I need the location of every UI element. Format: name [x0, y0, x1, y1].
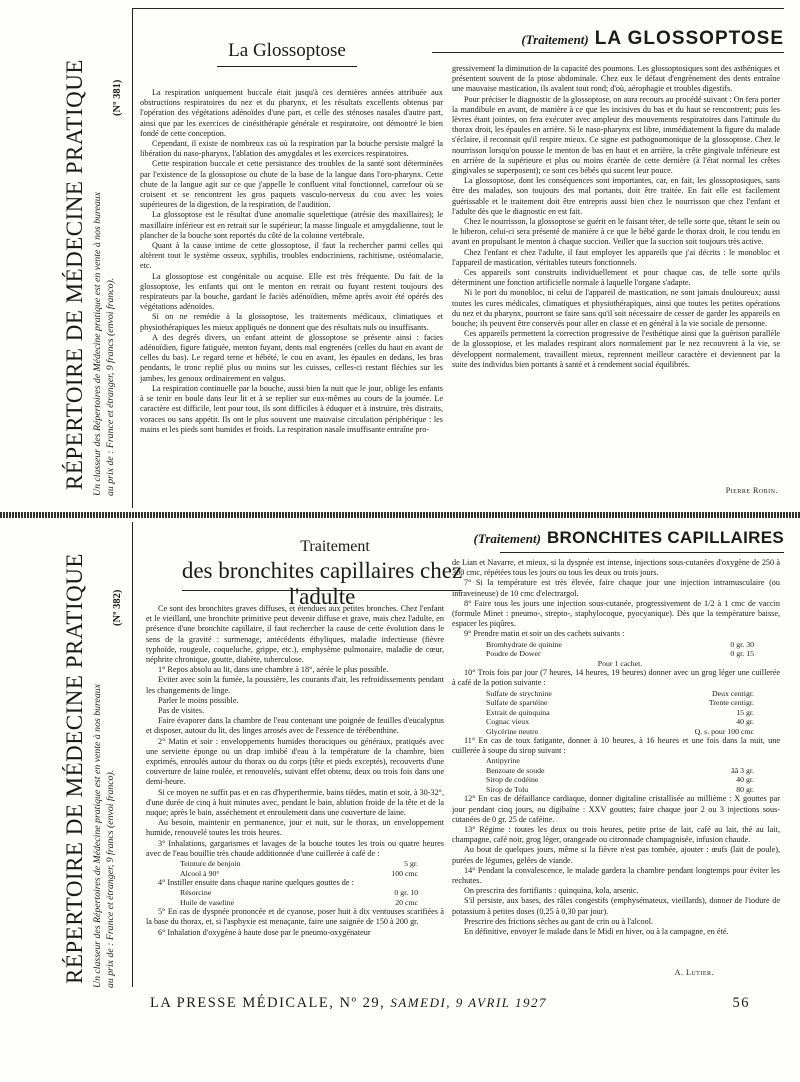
sidebar-subtitle: Un classeur des Répertoires de Médecine pratique est en vente à nos bureaux — [92, 684, 103, 988]
category-header — [521, 28, 784, 50]
paragraph: 11° En cas de toux fatigante, donner à 10 heures, à 16 heures et une fois dans la nuit, une cuillerée à soupe du sirop suivant : — [452, 736, 780, 756]
paragraph: de Lian et Navarre, et mieux, si la dyspnée est intense, injections sous-cutanées d'oxygène de 250 à 300 cmc, répétées tous les jours ou tous les deux ou trois jours. — [452, 558, 780, 578]
formula-line — [452, 727, 780, 737]
sidebar-title: RÉPERTOIRE DE MÉDECINE PRATIQUE — [62, 553, 87, 984]
paragraph: 10° Trois fois par jour (7 heures, 14 heures, 19 heures) donner avec un grog léger une cuillerée à café de la potion suivante : — [452, 668, 780, 688]
paragraph: 4° Instiller ensuite dans chaque narine quelques gouttes de : — [158, 878, 354, 888]
paragraph: 6° Inhalation d'oxygène à haute dose par le pneumo-oxygénateur — [158, 927, 371, 937]
issue-date: SAMEDI, 9 AVRIL 1927 — [390, 995, 548, 1010]
formula-line — [452, 689, 780, 699]
paragraph: Cependant, il existe de nombreux cas où la respiration par la bouche persiste malgré la libération du naso-pharynx, l'ablation des amygdales et les exercices respiratoires. — [140, 139, 443, 159]
paragraph: Ce sont des bronchites graves diffuses, et étendues aux petites bronches. Chez l'enfant et le vieillard, une bronchite primitive peut devenir diffuse et grave, mais chez l'adulte, en présence d'une bronchite capillaire, il faut rechercher la cause de cette évolution dans le sens de la gravité : surmenage, antécédents éthyliques, maladie infectieuse (fièvre typhoïde, rougeole, coqueluche, grippe, etc.), emphysème pulmonaire, maladie de cœur, néphrite chronique, goutte, diabète, tuberculose. — [146, 604, 444, 665]
formula-line — [452, 717, 780, 727]
formula-line — [146, 888, 444, 898]
formula-ingredient: Glycérine neutre — [486, 726, 539, 736]
formula-line — [452, 756, 780, 766]
formula-dose: Deux centigr. — [711, 688, 754, 698]
formula-dose: Q. s. pour 100 cmc — [694, 726, 754, 736]
formula-ingredient: Sirop de Tolu — [486, 784, 529, 794]
paragraph: Si ce moyen ne suffit pas et en cas d'hyperthermie, bains tièdes, matin et soir, à 30-32°, d'une durée de cinq à huit minutes avec, pendant le bain, ablution froide de la tête et de la nuque; après le bain, asséchement et enroulement dans une couverture de laine. — [146, 787, 444, 818]
formula-dose: 0 gr. 30 — [730, 639, 754, 649]
issue-number: Nº 29, — [339, 995, 386, 1011]
paragraph: Faire évaporer dans la chambre de l'eau contenant une poignée de feuilles d'eucalyptus et disposer, autour du lit, des linges arrosés avec de l'essence de térébenthine. — [146, 716, 444, 736]
sidebar — [22, 522, 132, 987]
formula-ingredient: Sulfate de strychnine — [486, 688, 552, 698]
formula-note-text: Pour 1 cachet. — [597, 658, 643, 668]
header-rule — [500, 552, 784, 553]
formula-ingredient: Antipyrine — [486, 756, 520, 766]
sidebar-number: (Nº 382) — [112, 589, 123, 626]
formula-line — [452, 649, 780, 659]
text-column-right — [452, 64, 780, 476]
formula-ingredient: Benzoate de soude — [486, 765, 545, 775]
formula-line — [146, 898, 444, 908]
formula-line — [452, 640, 780, 650]
formula-ingredient: Cognac vieux — [486, 717, 530, 727]
formula-dose: 0 gr. 10 — [394, 888, 418, 898]
formula-dose: 40 gr. — [736, 775, 754, 785]
formula-ingredient: Sulfate de spartéine — [486, 698, 548, 708]
paragraph: Au bout de quelques jours, même si la fièvre n'est pas tombée, ajouter : œufs (lait de poule), purées de légumes, gelées de viande. — [452, 845, 780, 865]
paragraph: 7° Si la température est très élevée, faire chaque jour une injection intramusculaire (ou intraveineuse) de 10 cmc d'electrargol. — [452, 578, 780, 598]
sidebar-title: RÉPERTOIRE DE MÉDECINE PRATIQUE — [62, 59, 87, 490]
paragraph: La respiration continuelle par la bouche, aussi bien la nuit que le jour, oblige les enfants à se tenir en boule dans leur lit et à se replier sur eux-mêmes au cours de la journée. Le caractère est difficile, lent pour tout, ils sont difficiles à éduquer et à instruire, très distraits, voraces ou sans appétit. Ils ont le plus souvent une mauvaise circulation périphérique : les mains et les pieds sont humides et froids. La respiration nasale insuffisante entraîne pro- — [140, 383, 443, 434]
paragraph: Eviter avec soin la fumée, la poussière, les courants d'air, les refroidissements pendant les changements de linge. — [146, 675, 444, 695]
heading-rule — [182, 590, 462, 591]
formula-ingredient: Extrait de quinquina — [486, 707, 550, 717]
paragraph: 8° Faire tous les jours une injection sous-cutanée, progressivement de 1/2 à 1 cmc de vaccin (formule Minet : pneumo-, strepto-, staphylocoque, pyocyanique). Dès que la température baisse, espacer les piqûres. — [452, 598, 780, 629]
paragraph: A des degrés divers, un enfant atteint de glossoptose se présente ainsi : facies adénoïdien, figure fatiguée, menton fuyant, dents mal engrenées (celles du haut en avant de celles du bas). Le regard terne et hébété, le cou en avant, les épaules en dedans, les bras pendants, le tronc replié plus ou moins sur les cuisses, celles-ci restant fléchies sur les jambes, les genoux ordinairement en valgus. — [140, 332, 443, 383]
heading-rule — [217, 66, 357, 67]
frame-line — [132, 522, 133, 987]
journal-name: LA PRESSE MÉDICALE, — [150, 995, 335, 1011]
formula-ingredient: Huile de vaseline — [180, 897, 235, 907]
category-title: BRONCHITES CAPILLAIRES — [546, 528, 784, 547]
formula-line — [452, 766, 780, 776]
formula-ingredient: Teinture de benjoin — [180, 859, 241, 869]
sidebar-subtitle: Un classeur des Répertoires de Médecine pratique est en vente à nos bureaux — [92, 192, 103, 496]
paragraph: La glossoptose est congénitale ou acquise. Elle est très fréquente. Du fait de la glossoptose, les enfants qui ont le menton en retrait ou fuyant restent toujours des respirateurs par la bouche, gardant le faciès adénoïdien, même après avoir été opérés des végétations adénoïdes. — [140, 271, 443, 312]
separator-strip — [0, 512, 800, 518]
frame-line — [132, 8, 133, 508]
formula-dose: 100 cmc — [391, 868, 418, 878]
formula-line — [452, 708, 780, 718]
paragraph: Ni le port du monobloc, ni celui de l'appareil de mastication, ne sont jamais douloureux; aussi toutes les cures médicales, climatiques et physiothérapiques, ainsi que toutes les petites opérations du nez et du pharynx, pourront se faire sans qu'il soit nécessaire de cesser de garder les appareils en bouche; ils peuvent être conservés pour aller en classe et en général à la vie sociale de personne. — [452, 288, 780, 329]
paragraph: Prescrire des frictions sèches au gant de crin ou à l'alcool. — [464, 916, 654, 926]
formula-ingredient: Résorcine — [180, 888, 212, 898]
category-label: (Traitement) — [473, 531, 541, 546]
paragraph: S'il persiste, aux bases, des râles congestifs (emphysémateux, vieillards), donner de l'iodure de potassium à petites doses (0,25 à 0,30 par jour). — [452, 896, 780, 916]
formula-dose: 15 gr. — [736, 707, 754, 717]
sidebar-number: (Nº 381) — [112, 79, 123, 116]
formula-line — [146, 859, 444, 869]
page-number: 56 — [732, 995, 750, 1011]
paragraph: Au besoin, maintenir en permanence, jour et nuit, sur le thorax, un enveloppement humide, renouvelé toutes les trois heures. — [146, 818, 444, 838]
paragraph: 1° Repos absolu au lit, dans une chambre à 18°, aérée le plus possible. — [158, 665, 389, 675]
paragraph: 13° Régime : toutes les deux ou trois heures, petite prise de lait, café au lait, thé au lait, champagne, café noir, grog léger, orangeade ou citronnade champagnisée, infusion chaude. — [452, 825, 780, 845]
formula-dose: 5 gr. — [404, 859, 418, 869]
article-glossoptose — [22, 8, 784, 508]
paragraph: Chez le nourrisson, la glossoptose se guérit en le faisant téter, de telle sorte que, tétant le sein ou le biberon, celui-ci sera présenté de manière à ce que le bébé garde le thorax droit, le cou tendu en avant en propulsant le menton à chaque succion. Veiller que la succion soit toujours très active. — [452, 217, 780, 247]
author-signature: Pierre Robin. — [725, 486, 778, 495]
article-heading: des bronchites capillaires chez l'adulte — [181, 558, 463, 609]
paragraph: Ces appareils sont construits individuellement et pour chaque cas, de telle sorte qu'ils déterminent une fonction artificielle normale à laquelle l'organe s'adapte. — [452, 268, 780, 288]
formula-ingredient: Sirop de codéine — [486, 775, 539, 785]
formula-ingredient: Poudre de Dower — [486, 649, 541, 659]
formula-line — [146, 869, 444, 879]
paragraph: 5° En cas de dyspnée prononcée et de cyanose, poser huit à dix ventouses scarifiées à la base du thorax, et, si l'asphyxie est menaçante, faire une saignée de 150 à 200 gr. — [146, 907, 444, 927]
paragraph: Cette respiration buccale et cette persistance des troubles de la santé sont déterminées par l'existence de la glossoptose ou chute de la base de la langue dans l'oro-pharynx. Cette chute de la langue agit sur ce que j'appelle le confluent vital fonctionnel, carrefour où se croisent et se rencontrent les gros paquets vasculo-nerveux du cou avec les voies supérieures de la digestion, de la respiration, de l'audition. — [140, 159, 443, 210]
article-heading-pre: Traitement — [300, 538, 370, 555]
paragraph: 9° Prendre matin et soir un des cachets suivants : — [464, 629, 625, 639]
paragraph: Pas de visites. — [158, 706, 205, 716]
formula-dose: 0 gr. 15 — [730, 649, 754, 659]
text-column-left — [146, 604, 444, 986]
header-rule — [432, 52, 784, 53]
category-label: (Traitement) — [521, 32, 589, 47]
paragraph: 2° Matin et soir : enveloppements humides thoraciques ou généraux, pratiqués avec une serviette éponge ou un drap imbibé d'eau à la température de la chambre, bien exprimés, enroulés autour du thorax ou du corps (tête et pieds exceptés), recouverts d'une couverture de laine roulée, et renouvelés, suivant effet obtenu, deux ou trois fois dans une demi-heure. — [146, 736, 444, 787]
formula-note — [452, 659, 780, 669]
paragraph: La glossoptose est le résultat d'une anomalie squelettique (atrésie des maxillaires); le maxillaire inférieur est en retrait sur le supérieur; la masse linguale et amygdalienne, tout le plancher de la bouche sont reportés du côté de la colonne vertébrale. — [140, 210, 443, 240]
text-column-left — [140, 88, 443, 504]
formula-dose: 40 gr. — [736, 717, 754, 727]
category-header — [474, 528, 784, 548]
article-bronchites — [22, 522, 784, 987]
formula-dose: 80 gr. — [736, 784, 754, 794]
formula-ingredient: Bromhydrate de quinine — [486, 639, 562, 649]
sidebar-subtitle: au prix de : France et étranger, 9 francs (envoi franco). — [105, 769, 116, 988]
paragraph: Quant à la cause intime de cette glossoptose, il faut la rechercher parmi celles qui altèrent tout le système osseux, syphilis, troubles endocriniens, rachitisme, ostéomalacie, etc. — [140, 241, 443, 271]
paragraph: La glossoptose, dont les conséquences sont importantes, car, en fait, les glossoptosiques, sans être des malades, son toujours des mal portants, doit être traitée. En fait elle est facilement guérissable et le traitement doit être entrepris aussi bien chez le nourrisson que chez l'enfant et l'adulte dès que le diagnostic en est fait. — [452, 176, 780, 216]
formula-dose: ãã 3 gr. — [731, 765, 754, 775]
frame-line — [132, 8, 784, 9]
formula-line — [452, 775, 780, 785]
formula-dose: 20 cmc — [395, 897, 418, 907]
paragraph: En définitive, envoyer le malade dans le Midi en hiver, ou à la campagne, en été. — [464, 927, 729, 937]
text-column-right — [452, 558, 780, 962]
paragraph: La respiration uniquement buccale était jusqu'à ces dernières années attribuée aux obstructions respiratoires du nez et du pharynx, et les résultats excellents obtenus par l'opération des végétations adénoïdes d'une part, et celle des sténoses nasales d'autre part, ainsi que par les exercices de cinésithérapie générale et respiratoire, ont démontré le bien fondé de cette conception. — [140, 88, 443, 138]
category-title: LA GLOSSOPTOSE — [594, 28, 784, 49]
sidebar — [22, 8, 132, 508]
paragraph: Parler le moins possible. — [158, 695, 239, 705]
formula-line — [452, 698, 780, 708]
paragraph: Si on ne remédie à la glossoptose, les traitements médicaux, climatiques et physiothérapiques les mieux appliqués ne donnent que des résultats nuls ou insuffisants. — [140, 312, 443, 332]
paragraph: Chez l'enfant et chez l'adulte, il faut employer les appareils que j'ai décrits : le monobloc et l'appareil de mastication, véritables tuteurs fonctionnels. — [452, 247, 780, 267]
formula-dose: Trente centigr. — [708, 698, 754, 708]
page-footer — [150, 995, 750, 1012]
formula-ingredient: Alcool à 90° — [180, 868, 220, 878]
article-heading: La Glossoptose — [228, 40, 346, 61]
formula-line — [452, 785, 780, 795]
paragraph: On prescrira des fortifiants : quinquina, kola, arsenic. — [464, 886, 639, 896]
sidebar-subtitle: au prix de : France et étranger, 9 francs (envoi franco). — [105, 277, 116, 496]
paragraph: 14° Pendant la convalescence, le malade gardera la chambre pendant longtemps pour éviter les rechutes. — [452, 865, 780, 886]
author-signature: A. Lutier. — [674, 968, 714, 977]
paragraph: Pour préciser le diagnostic de la glossoptose, on aura recours au procédé suivant : On fera porter la mandibule en avant, de manière à ce que les incisives du bas et du haut se rencontrent; puis les lèvres étant jointes, on fera exécuter avec ampleur des mouvements respiratoires dans l'attitude du thorax droit, les épaules en arrière. Si le naso-pharynx est libre, immédiatement la figure du malade s'éclaire, il reconnait qu'il respire mieux. Ce signe est pathognomonique de la glossoptose. Chez le nourrisson lorsqu'on pousse le menton de bas en haut et en arrière, la crête gingivale inférieure est en arrière de la supérieure et plus ou moins écartée de cette dernière (à l'état normal les crêtes gingivales se superposent); ce sont ces bébés qui sucent leur pouce. — [452, 94, 780, 176]
paragraph: Ces appareils permettent la correction progressive de l'esthétique ainsi que la guérison parallèle de la glossoptose, et les malades respirant alors normalement par le nez recouvrent à la vie, se développent normalement, travaillent mieux, reprennent meilleur caractère et deviennent par la suite des individus bien portants à santé et à rendement social équilibrés. — [452, 329, 780, 369]
paragraph: 3° Inhalations, gargarismes et lavages de la bouche toutes les trois ou quatre heures avec de l'eau bouillie très chaude additionnée d'une cuillerée à café de : — [146, 838, 444, 858]
paragraph: 12° En cas de défaillance cardiaque, donner digitaline cristallisée au millième : X gouttes par jour pendant cinq jours, ou digibaïne : XXV gouttes; faire chaque jour 2 ou 3 injections sous-cutanées de 0 gr. 25 de caféine. — [452, 794, 780, 824]
paragraph: gressivement la diminution de la capacité des poumons. Les glossoptosiques sont des asthéniques et présentent souvent de la ptose abdominale. Chez eux le défaut d'engrènement des dents entraîne une mauvaise mastication, ils avalent tout rond; d'où, aérophagie et troubles digestifs. — [452, 64, 780, 94]
